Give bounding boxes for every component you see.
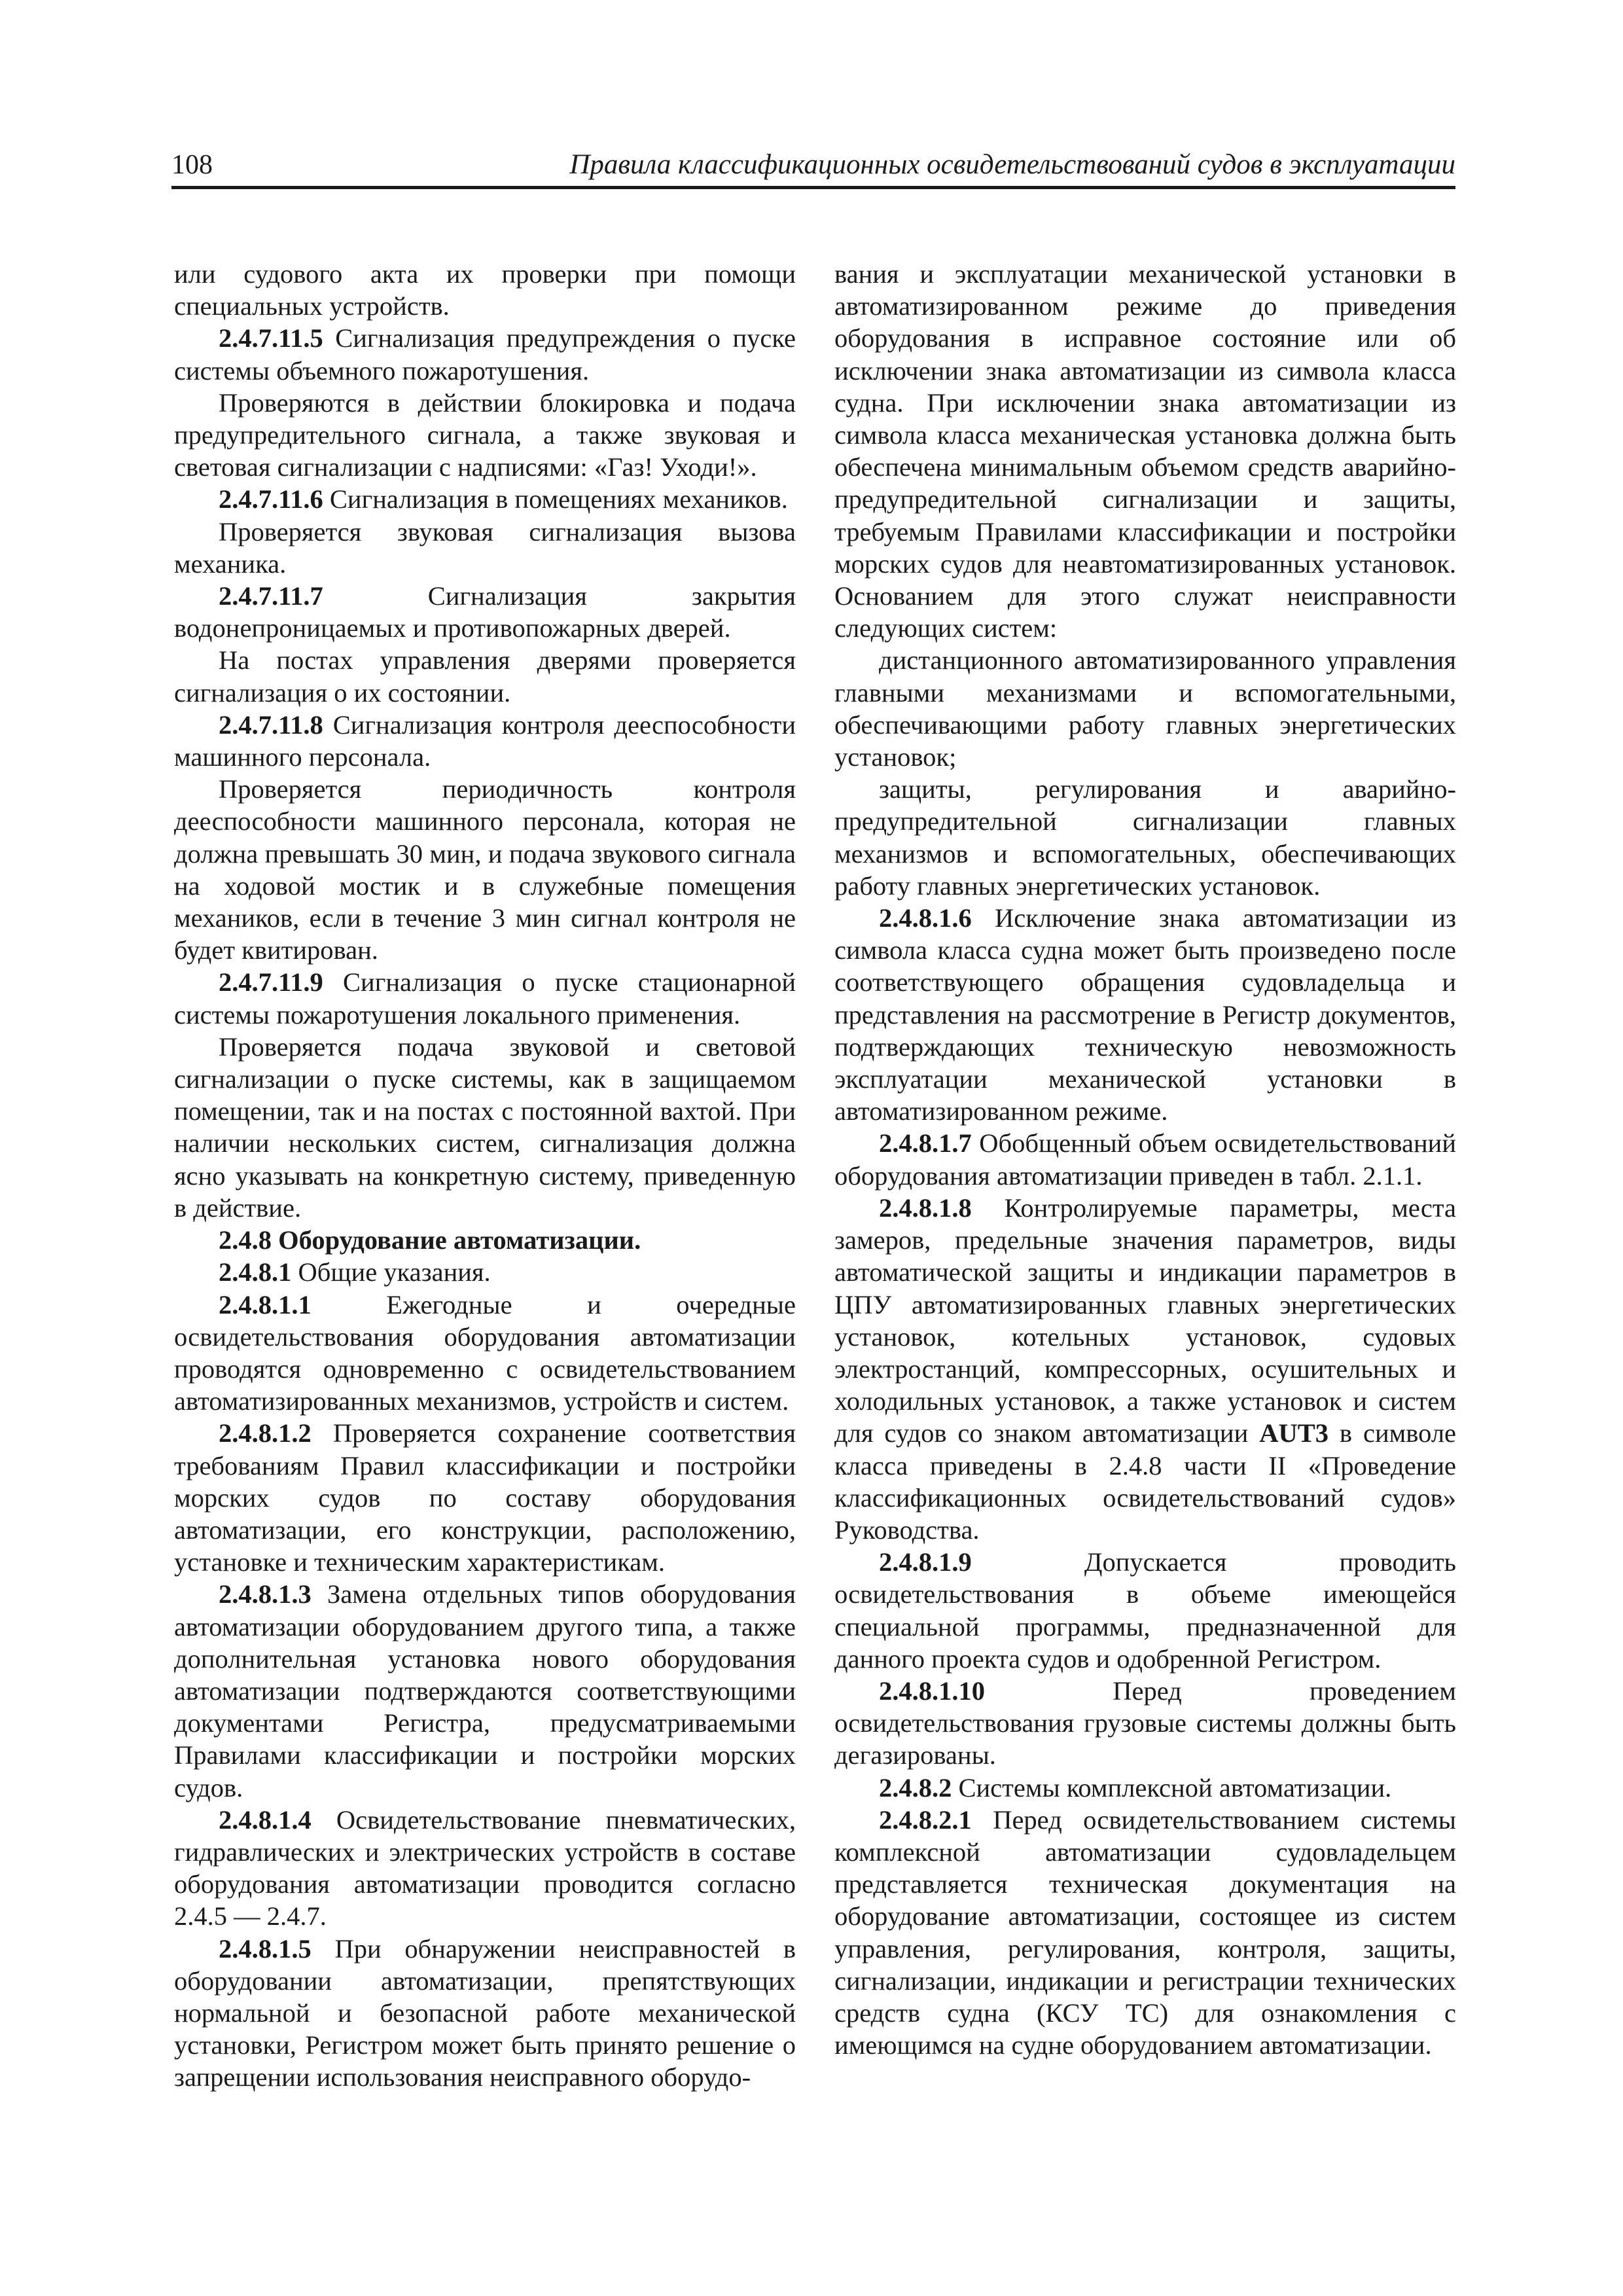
- paragraph-text: Допускается проводить освидетельствования в объеме имеющейся специальной программы, предназначенной для данного проекта судов и одобренной Регистром.: [834, 1547, 1457, 1674]
- section-number: 2.4.8.2.1: [879, 1804, 972, 1835]
- paragraph-text: Освидетельствование пневматических, гидравлических и электрических устройств в составе оборудования автоматизации проводится согласно 2.4.5 — 2.4.7.: [174, 1804, 796, 1931]
- paragraph: [174, 1256, 796, 1288]
- paragraph: [174, 1933, 796, 2094]
- paragraph-text: Перед освидетельствованием системы комплексной автоматизации судовладельцем представляется техническая документация на оборудование автоматизации, состоящее из систем управления, регулирования, контроля, защиты, сигнализации, индикации и регистрации технических средств судна (КСУ ТС) для ознакомления с имеющимся на судне оборудованием автоматизации.: [834, 1804, 1457, 2060]
- paragraph: [174, 580, 796, 644]
- section-number: 2.4.7.11.6: [219, 484, 323, 514]
- section-number: 2.4.8.1.4: [219, 1804, 312, 1835]
- paragraph-text: дистанционного автоматизированного управления главными механизмами и вспомогательными, обеспечивающими работу главных энергетических установок;: [834, 645, 1456, 772]
- section-number: 2.4.8.1.7: [879, 1128, 972, 1158]
- paragraph-text: Общие указания.: [298, 1257, 491, 1287]
- paragraph: [174, 483, 796, 515]
- right-column: [834, 258, 1456, 2061]
- left-column: [174, 258, 796, 2094]
- paragraph-text: Контролируемые параметры, места замеров, предельные значения параметров, виды автоматической защиты и индикации параметров в ЦПУ автоматизированных главных энергетических установок, котельных установок, судовых электростанций, компрессорных, осушительных и холодильных установок, а также установок и систем для судов со знаком автоматизации: [834, 1193, 1456, 1448]
- section-number: 2.4.8.1.1: [219, 1289, 312, 1319]
- section-number: 2.4.8.2: [879, 1772, 952, 1803]
- paragraph: [174, 1289, 796, 1418]
- section-number: 2.4.7.11.9: [219, 967, 323, 997]
- paragraph: [174, 773, 796, 966]
- class-notation: AUT3: [1259, 1418, 1329, 1448]
- paragraph: [834, 902, 1456, 1127]
- paragraph: [174, 1417, 796, 1578]
- paragraph: [834, 258, 1456, 644]
- section-number: 2.4.8.1.6: [879, 903, 972, 933]
- paragraph: [174, 1578, 796, 1803]
- paragraph: [834, 1772, 1456, 1804]
- paragraph-text: Сигнализация контроля дееспособности машинного персонала.: [174, 709, 796, 772]
- section-number: 2.4.8.1.9: [879, 1547, 972, 1577]
- paragraph: [834, 1546, 1456, 1675]
- paragraph-text: Проверяются в действии блокировка и подача предупредительного сигнала, а также звуковая и световая сигнализации с надписями: «Газ! Уходи!».: [174, 387, 796, 482]
- section-number: 2.4.8 Оборудование автоматизации.: [219, 1225, 641, 1255]
- paragraph-text: Сигнализация в помещениях механиков.: [329, 484, 788, 514]
- paragraph: [834, 644, 1456, 773]
- paragraph: [174, 1224, 796, 1256]
- section-number: 2.4.8.1.5: [219, 1933, 312, 1964]
- paragraph-text: вания и эксплуатации механической установки в автоматизированном режиме до приведения оборудования в исправное состояние или об исключении знака автоматизации из символа класса судна. При исключении знака автоматизации из символа класса механическая установка должна быть обеспечена минимальным объемом средств аварийно-предупредительной сигнализации и защиты, требуемым Правилами классификации и постройки морских судов для неавтоматизированных установок. Основанием для этого служат неисправности следующих систем:: [834, 259, 1456, 643]
- paragraph-text: или судового акта их проверки при помощи специальных устройств.: [174, 259, 796, 321]
- paragraph-text: Исключение знака автоматизации из символа класса судна может быть произведено после соответствующего обращения судовладельца и представления на рассмотрение в Регистр документов, подтверждающих техническую невозможность эксплуатации механической установки в автоматизированном режиме.: [834, 903, 1457, 1126]
- paragraph-text: Проверяется сохранение соответствия требованиям Правил классификации и постройки морских судов по составу оборудования автоматизации, его конструкции, расположению, установке и техническим характеристикам.: [174, 1418, 796, 1577]
- paragraph-text: Обобщенный объем освидетельствований оборудования автоматизации приведен в табл. 2.1.1.: [834, 1128, 1457, 1191]
- paragraph: [834, 1192, 1456, 1546]
- paragraph: [174, 258, 796, 322]
- paragraph: [174, 322, 796, 386]
- paragraph: [834, 1804, 1456, 2062]
- paragraph-text: Сигнализация предупреждения о пуске системы объемного пожаротушения.: [174, 323, 796, 386]
- section-number: 2.4.8.1.8: [879, 1193, 972, 1223]
- section-number: 2.4.8.1.2: [219, 1418, 312, 1448]
- section-number: 2.4.7.11.8: [219, 709, 323, 740]
- paragraph-text: На постах управления дверями проверяется сигнализация о их состоянии.: [174, 645, 796, 708]
- running-title: Правила классификационных освидетельствований судов в эксплуатации: [569, 149, 1455, 180]
- paragraph: [174, 966, 796, 1030]
- paragraph-text: в символе класса приведены в 2.4.8 части II «Проведение классификационных освидетельствований судов» Руководства.: [834, 1418, 1457, 1545]
- paragraph-text: Проверяется звуковая сигнализация вызова механика.: [174, 516, 796, 579]
- paragraph: [174, 387, 796, 484]
- paragraph: [174, 516, 796, 580]
- paragraph-text: Ежегодные и очередные освидетельствования оборудования автоматизации проводятся одновременно с освидетельствованием автоматизированных механизмов, устройств и систем.: [174, 1289, 796, 1416]
- page-header: [171, 140, 1455, 189]
- paragraph-text: Системы комплексной автоматизации.: [958, 1772, 1392, 1803]
- page-number: 108: [171, 150, 213, 180]
- paragraph-text: Проверяется подача звуковой и световой сигнализации о пуске системы, как в защищаемом помещении, так и на постах с постоянной вахтой. При наличии нескольких систем, сигнализация должна ясно указывать на конкретную систему, приведенную в действие.: [174, 1031, 796, 1223]
- section-number: 2.4.8.1: [219, 1257, 292, 1287]
- paragraph: [834, 1675, 1456, 1772]
- paragraph: [834, 1127, 1456, 1191]
- section-number: 2.4.7.11.5: [219, 323, 323, 353]
- paragraph: [174, 1804, 796, 1933]
- paragraph-text: Замена отдельных типов оборудования автоматизации оборудованием другого типа, а также дополнительная установка нового оборудования автоматизации подтверждаются соответствующими документами Регистра, предусматриваемыми Правилами классификации и постройки морских судов.: [174, 1579, 796, 1803]
- paragraph-text: защиты, регулирования и аварийно-предупредительной сигнализации главных механизмов и вспомогательных, обеспечивающих работу главных энергетических установок.: [834, 774, 1456, 901]
- paragraph: [174, 709, 796, 773]
- paragraph: [834, 773, 1456, 902]
- paragraph: [174, 1031, 796, 1224]
- section-number: 2.4.8.1.10: [879, 1676, 985, 1706]
- section-number: 2.4.7.11.7: [219, 581, 323, 611]
- paragraph-text: При обнаружении неисправностей в оборудовании автоматизации, препятствующих нормальной и безопасной работе механической установки, Регистром может быть принято решение о запрещении использования неисправного оборудо-: [174, 1933, 796, 2092]
- paragraph-text: Перед проведением освидетельствования грузовые системы должны быть дегазированы.: [834, 1676, 1456, 1770]
- paragraph-text: Сигнализация закрытия водонепроницаемых и противопожарных дверей.: [174, 581, 796, 643]
- paragraph-text: Сигнализация о пуске стационарной системы пожаротушения локального применения.: [174, 967, 796, 1030]
- paragraph: [174, 644, 796, 708]
- paragraph-text: Проверяется периодичность контроля дееспособности машинного персонала, которая не должна превышать 30 мин, и подача звукового сигнала на ходовой мостик и в служебные помещения механиков, если в течение 3 мин сигнал контроля не будет квитирован.: [174, 774, 796, 965]
- section-number: 2.4.8.1.3: [219, 1579, 312, 1609]
